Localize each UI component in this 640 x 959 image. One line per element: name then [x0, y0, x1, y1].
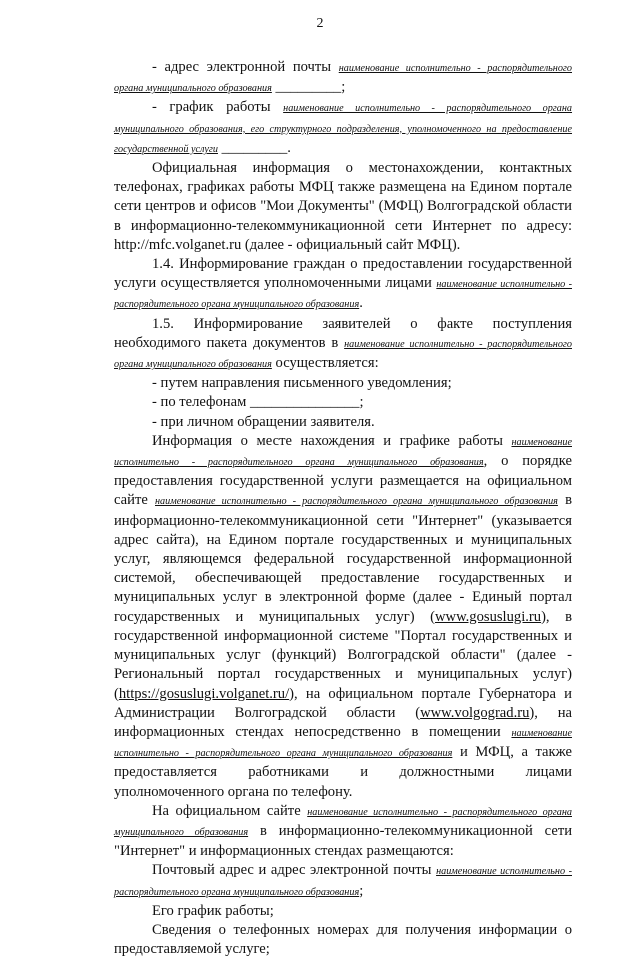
placeholder-organ: наименование исполнительно - распорядительного органа муниципального образования: [114, 806, 572, 838]
placeholder-organ: наименование исполнительно - распорядительного органа муниципального образования: [114, 279, 572, 311]
paragraph-schedule: Его график работы;: [152, 902, 274, 919]
paragraph-1-5: [114, 315, 572, 375]
punct: .: [287, 139, 291, 156]
list-item-phone: [114, 393, 572, 412]
punct: ;: [359, 394, 364, 411]
list-item-mail: - путем направления письменного уведомления;: [152, 375, 452, 392]
info-text-d: ), в государственной информационной системе "Портал государственных и муниципальных услуг (функций) Волгоградской области" (далее - Региональный портал государственных и муниципальных услуг) (: [114, 608, 572, 702]
placeholder-organ: наименование исполнительно - распорядительного органа муниципального образования: [114, 338, 572, 371]
link-volgograd[interactable]: www.volgograd.ru: [420, 704, 530, 721]
paragraph-phones: Сведения о телефонных номерах для получения информации о предоставляемой услуге;: [114, 921, 572, 958]
info-text-c: в информационно-телекоммуникационной сети "Интернет" (указывается адрес сайта), на Едином портале государственных и муниципальных услуг, являющемся федеральной государственной информационной системой, обеспечивающей предоставление государственных и муниципальных услуг в электронной форме (далее - Единый портал государственных и муниципальных услуг) (: [114, 492, 572, 625]
bullet-email: [114, 58, 572, 98]
placeholder-organ: наименование исполнительно - распорядительного органа муниципального образования: [155, 496, 558, 508]
paragraph-official-info: Официальная информация о местонахождении, контактных телефонах, графиках работы МФЦ также размещена на Едином портале сети центров и офисов "Мои Документы" (МФЦ) Волгоградской области в информационно-телекоммуникационной сети Интернет по адресу: http://mfc.volganet.ru (далее - официальный сайт МФЦ).: [114, 160, 572, 253]
placeholder-organ: наименование исполнительно - распорядительного органа муниципального образования: [114, 63, 572, 95]
info-text-f: ), на информационных стендах непосредственно в помещении: [114, 704, 572, 740]
link-regional-portal[interactable]: https://gosuslugi.volganet.ru/: [118, 685, 290, 702]
site-text-a: На официальном сайте: [152, 802, 301, 819]
paragraph-postal: [114, 861, 572, 901]
document-body: [114, 58, 572, 959]
blank-line: _________: [275, 79, 342, 96]
site-text-b: в информационно-телекоммуникационной сети "Интернет" и информационных стендах размещаются:: [114, 822, 573, 860]
bullet-schedule: [114, 98, 572, 159]
bullet-email-label: - адрес электронной почты: [152, 59, 332, 75]
list-item-visit: - при личном обращении заявителя.: [152, 413, 375, 430]
blank-line: _________: [221, 139, 288, 156]
punct: .: [359, 295, 363, 312]
info-text-a: Информация о месте нахождения и графике работы: [152, 432, 503, 449]
paragraph-official-site: [114, 802, 572, 862]
paragraph-1-5-text: 1.5. Информирование заявителей о факте поступления необходимого пакета документов в: [114, 315, 572, 351]
page-number: 2: [316, 16, 324, 31]
bullet-schedule-label: - график работы: [152, 99, 271, 116]
paragraph-info-location: [114, 432, 572, 802]
list-item-phone-label: - по телефонам: [152, 394, 247, 411]
placeholder-organ: наименование исполнительно - распорядительного органа муниципального образования: [114, 866, 572, 898]
paragraph-1-4: [114, 255, 572, 315]
placeholder-organ-struct: наименование исполнительно - распорядительного органа муниципального образования, его структурного подразделения, уполномоченного на предоставление государственной услуги: [114, 103, 573, 155]
postal-text: Почтовый адрес и адрес электронной почты: [152, 862, 432, 879]
link-gosuslugi[interactable]: www.gosuslugi.ru: [434, 608, 542, 625]
blank-line: _______________: [250, 394, 360, 411]
placeholder-organ: наименование исполнительно - распорядительного органа муниципального образования: [114, 436, 572, 469]
punct: ;: [359, 882, 364, 899]
info-text-e: ), на официальном портале Губернатора и Администрации Волгоградской области (: [114, 685, 572, 721]
info-text-b: , о порядке предоставления государственной услуги размещается на официальном сайте: [114, 453, 572, 509]
paragraph-1-5-tail: осуществляется:: [275, 355, 379, 372]
paragraph-1-4-text: 1.4. Информирование граждан о предоставлении государственной услуги осуществляется уполномоченными лицами: [114, 256, 572, 292]
punct: ;: [341, 79, 346, 96]
info-text-g: и МФЦ, а также предоставляется работниками и должностными лицами уполномоченного органа по телефону.: [114, 744, 572, 800]
placeholder-organ: наименование исполнительно - распорядительного органа муниципального образования: [114, 727, 572, 760]
